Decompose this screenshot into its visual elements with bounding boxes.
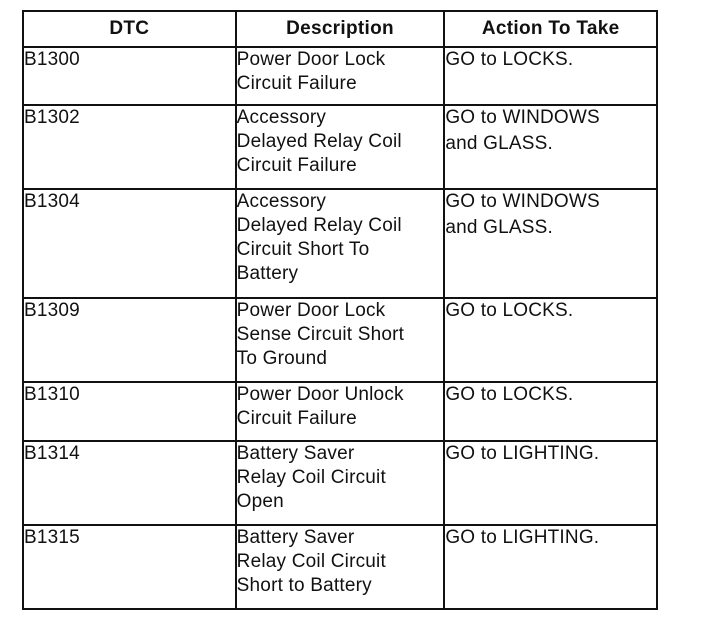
dtc-description — [236, 47, 445, 105]
table-row — [23, 189, 657, 298]
description-line: Delayed Relay Coil — [236, 215, 402, 236]
dtc-action — [444, 525, 657, 609]
table-body — [23, 47, 657, 609]
table-row — [23, 441, 657, 525]
dtc-action — [444, 382, 657, 441]
dtc-description — [236, 441, 445, 525]
description-line: Battery Saver — [236, 443, 355, 464]
action-line: GO to LOCKS. — [445, 49, 574, 70]
description-line: Power Door Lock — [236, 49, 386, 70]
description-line: Relay Coil Circuit — [236, 467, 386, 488]
dtc-description — [236, 105, 445, 189]
dtc-action — [444, 47, 657, 105]
description-line: Accessory — [236, 107, 327, 128]
table-header — [23, 11, 657, 47]
action-line: GO to WINDOWS — [445, 107, 600, 128]
dtc-action — [444, 298, 657, 382]
action-line: GO to WINDOWS — [445, 191, 600, 212]
description-line: Accessory — [236, 191, 327, 212]
table-row — [23, 105, 657, 189]
description-line: Circuit Failure — [236, 155, 357, 176]
action-line: GO to LIGHTING. — [445, 527, 600, 548]
header-dtc: DTC — [23, 11, 236, 47]
description-line: Sense Circuit Short — [236, 324, 405, 345]
table-row — [23, 525, 657, 609]
description-line: To Ground — [236, 348, 328, 369]
description-line: Power Door Unlock — [236, 384, 404, 405]
description-line: Battery — [236, 263, 299, 284]
table-row — [23, 298, 657, 382]
header-row — [23, 11, 657, 47]
description-line: Circuit Failure — [236, 73, 357, 94]
table-row — [23, 47, 657, 105]
action-line: and GLASS. — [445, 133, 553, 154]
dtc-code: B1300 — [23, 47, 236, 105]
description-line: Relay Coil Circuit — [236, 551, 386, 572]
dtc-code: B1314 — [23, 441, 236, 525]
dtc-code: B1304 — [23, 189, 236, 298]
action-line: and GLASS. — [445, 217, 553, 238]
dtc-action — [444, 105, 657, 189]
table-row — [23, 382, 657, 441]
description-line: Open — [236, 491, 284, 512]
description-line: Short to Battery — [236, 575, 372, 596]
dtc-description — [236, 298, 445, 382]
description-line: Battery Saver — [236, 527, 355, 548]
description-line: Power Door Lock — [236, 300, 386, 321]
dtc-code: B1302 — [23, 105, 236, 189]
description-line: Delayed Relay Coil — [236, 131, 402, 152]
dtc-code: B1310 — [23, 382, 236, 441]
dtc-description — [236, 525, 445, 609]
dtc-table — [22, 10, 658, 610]
dtc-code: B1315 — [23, 525, 236, 609]
description-line: Circuit Short To — [236, 239, 370, 260]
action-line: GO to LOCKS. — [445, 384, 574, 405]
dtc-description — [236, 189, 445, 298]
action-line: GO to LOCKS. — [445, 300, 574, 321]
description-line: Circuit Failure — [236, 408, 357, 429]
dtc-action — [444, 441, 657, 525]
dtc-description — [236, 382, 445, 441]
dtc-action — [444, 189, 657, 298]
header-description: Description — [236, 11, 445, 47]
action-line: GO to LIGHTING. — [445, 443, 600, 464]
header-action: Action To Take — [444, 11, 657, 47]
dtc-code: B1309 — [23, 298, 236, 382]
